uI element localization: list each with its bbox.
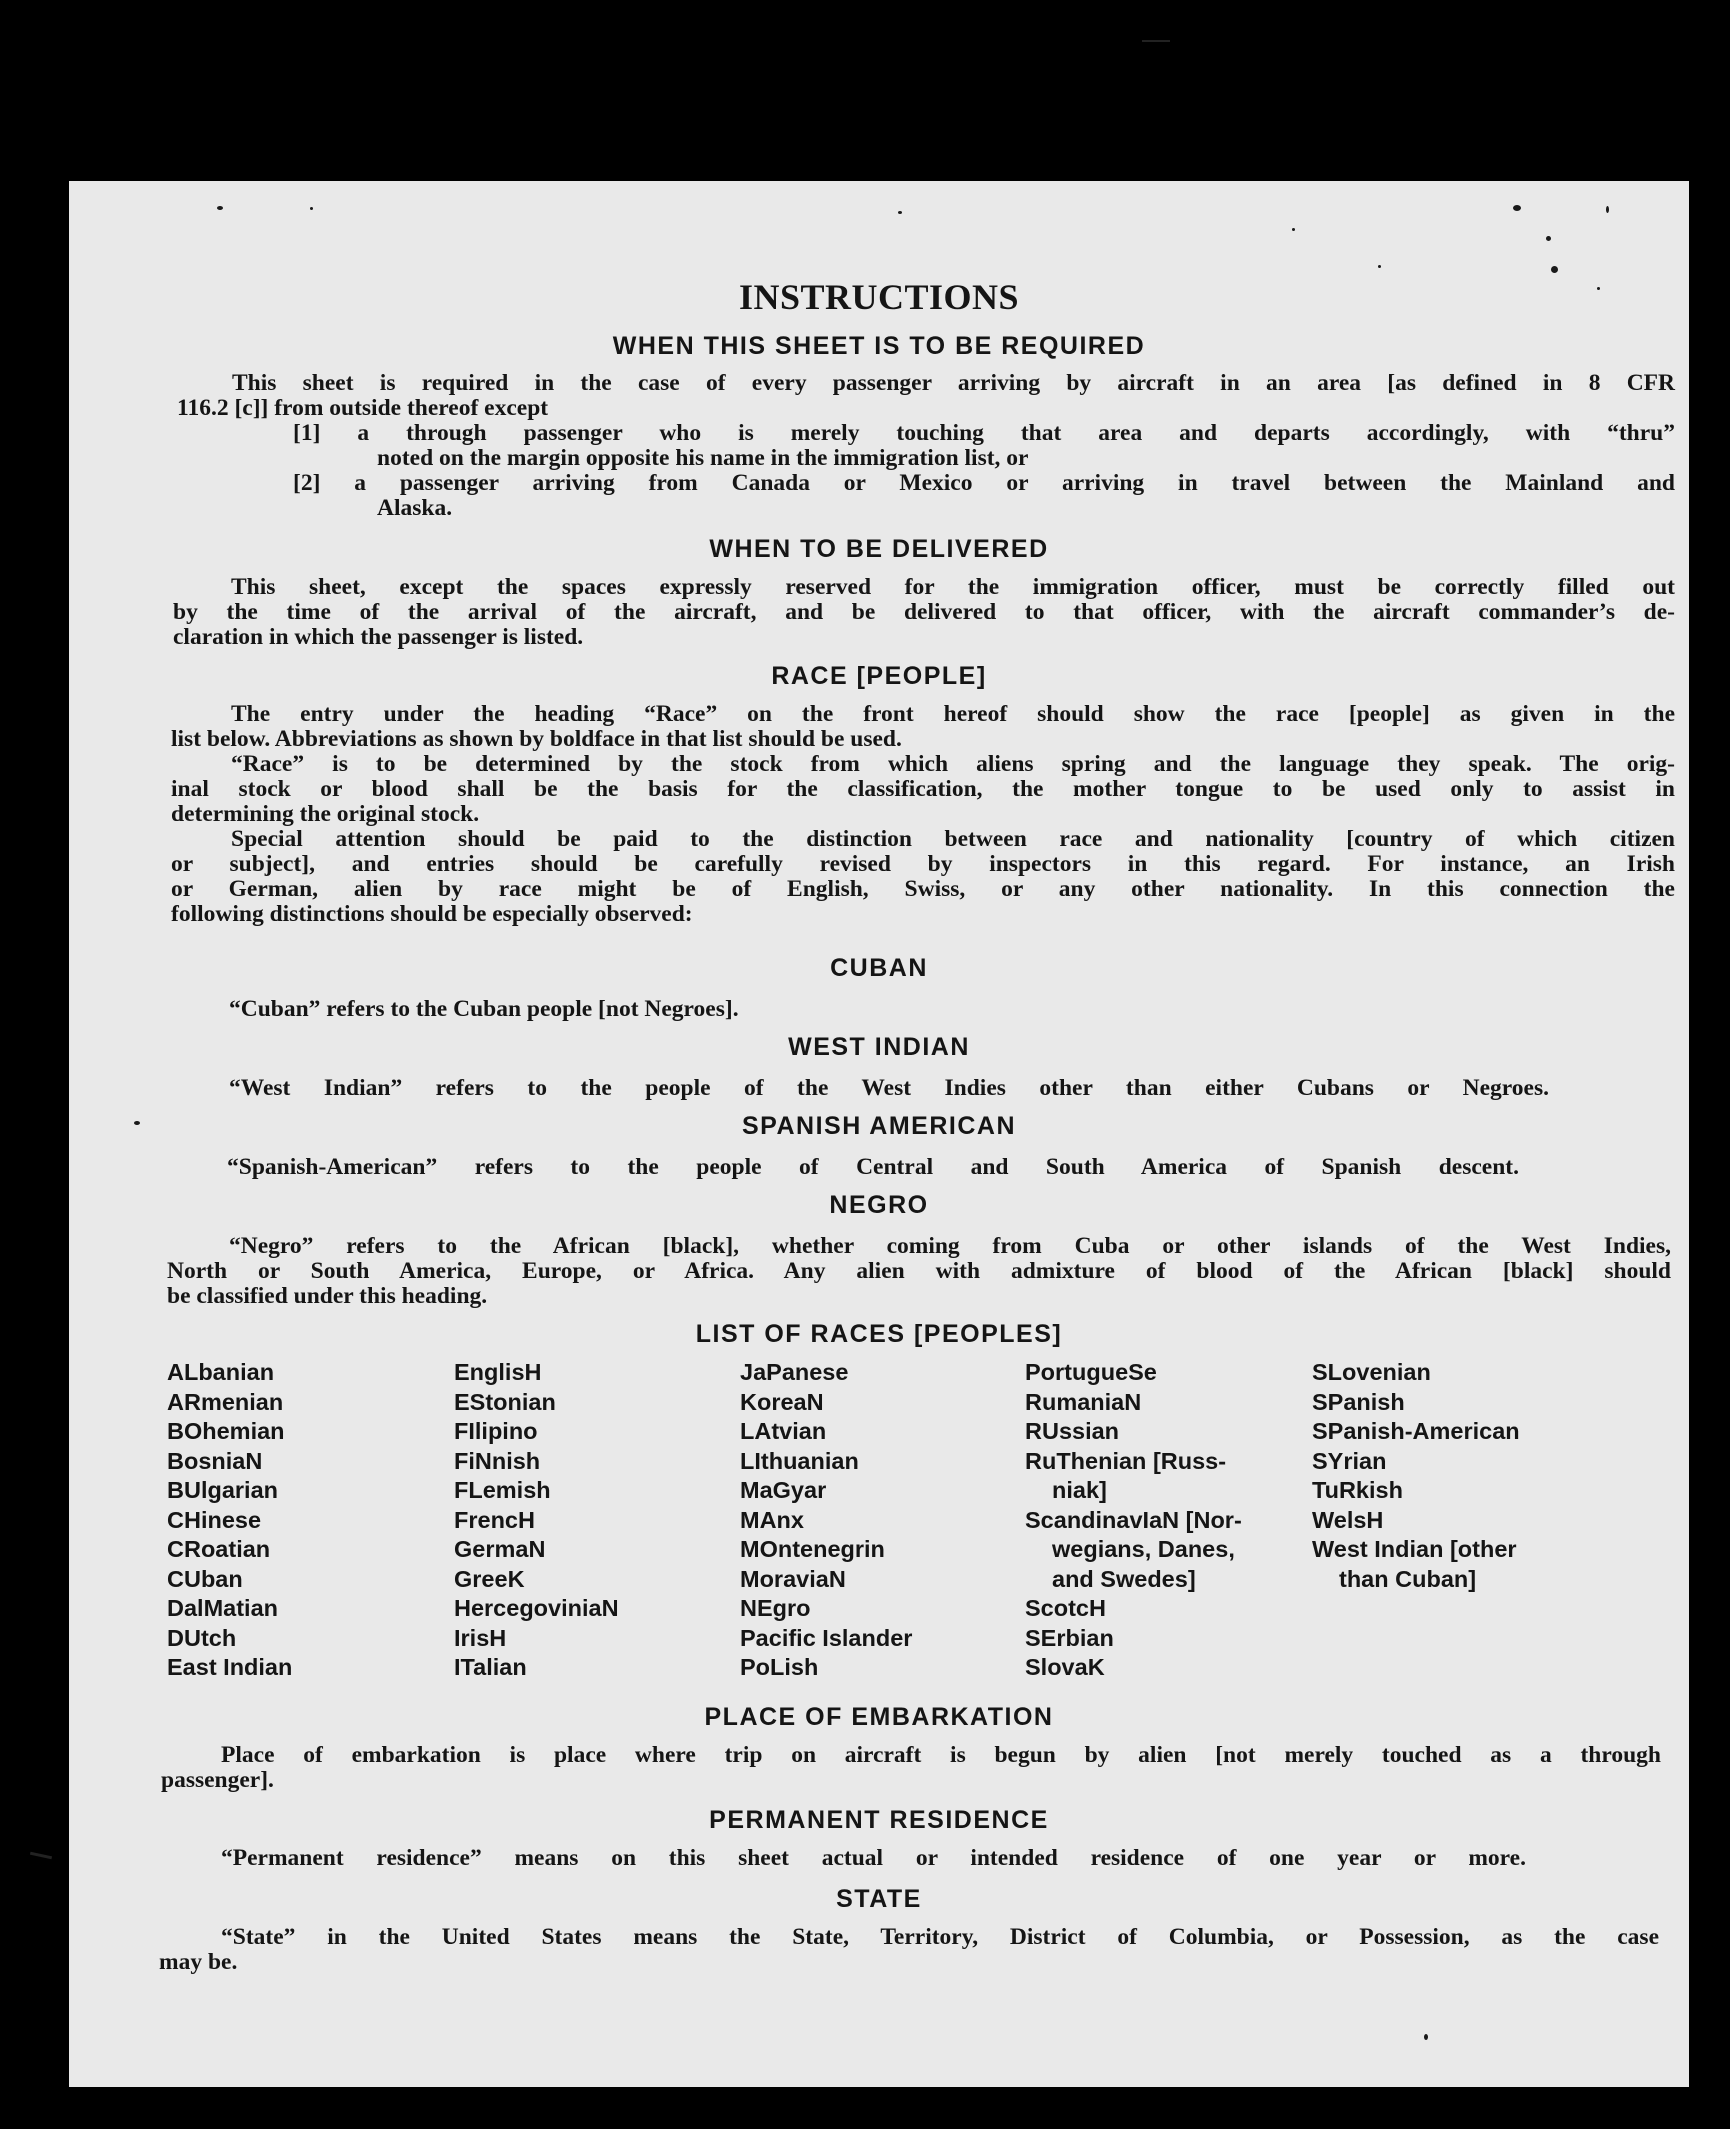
race-entry: ITalian	[454, 1654, 527, 1680]
heading-race: RACE [PEOPLE]	[771, 662, 987, 690]
west-indian-text	[229, 1076, 1549, 1101]
scan-speck	[1292, 228, 1295, 231]
text-line: “State” in the United States means the State, Territory, District of Columbia, or Possession, as the case	[221, 1924, 1659, 1950]
race-entry: KoreaN	[740, 1388, 824, 1415]
text-line: This sheet is required in the case of every passenger arriving by aircraft in an area [as defined in 8 CFR	[232, 370, 1675, 396]
text-line: be classified under this heading.	[167, 1283, 488, 1309]
when-required-paragraph	[177, 371, 1675, 421]
text-line: following distinctions should be especially observed:	[171, 901, 693, 927]
race-entry: MAnx	[740, 1506, 804, 1533]
text-line: or German, alien by race might be of English, Swiss, or any other nationality. In this connection the	[171, 876, 1675, 902]
text-line: determining the original stock.	[171, 801, 480, 827]
scan-speck	[1546, 236, 1551, 241]
race-entry: BosniaN	[167, 1447, 263, 1474]
race-entry: BOhemian	[167, 1418, 285, 1444]
race-entry: HercegoviniaN	[454, 1595, 619, 1621]
text-line: Alaska.	[377, 495, 453, 521]
text-line: list below. Abbreviations as shown by boldface in that list should be used.	[171, 726, 902, 752]
heading-when-required: WHEN THIS SHEET IS TO BE REQUIRED	[612, 332, 1146, 360]
scan-mark	[30, 1852, 52, 1860]
race-entry: SYrian	[1312, 1447, 1387, 1474]
race-entry: CUban	[167, 1565, 243, 1592]
state-paragraph	[159, 1925, 1659, 1975]
race-entry: ALbanian	[167, 1359, 275, 1385]
race-entry: MoraviaN	[740, 1565, 846, 1592]
text-line: “Race” is to be determined by the stock from which aliens spring and the language they speak. The orig-	[231, 751, 1675, 777]
text-line: “West Indian” refers to the people of the West Indies other than either Cubans or Negroes.	[229, 1075, 1549, 1101]
race-entry: DalMatian	[167, 1595, 278, 1621]
race-entry: SLovenian	[1312, 1359, 1431, 1385]
page-title: INSTRUCTIONS	[738, 277, 1020, 317]
race-entry: East Indian	[167, 1654, 293, 1680]
race-entry: JaPanese	[740, 1359, 849, 1385]
residence-text	[221, 1846, 1526, 1871]
scan-speck	[310, 207, 313, 210]
text-line: Place of embarkation is place where trip on aircraft is begun by alien [not merely touched as a through	[221, 1742, 1661, 1768]
race-entry: EStonian	[454, 1388, 556, 1415]
race-entry: GreeK	[454, 1565, 525, 1592]
race-entry: TuRkish	[1312, 1477, 1403, 1503]
exception-item-1	[293, 421, 1675, 471]
race-entry: LIthuanian	[740, 1447, 859, 1474]
race-entry: FiNnish	[454, 1447, 541, 1474]
race-entry-continued: than Cuban]	[1339, 1565, 1477, 1592]
races-column-5	[1312, 1358, 1520, 1594]
scan-speck	[1606, 206, 1609, 213]
race-entry: RuThenian [Russ-	[1025, 1447, 1227, 1474]
race-entry: PoLish	[740, 1654, 819, 1680]
heading-negro: NEGRO	[829, 1191, 929, 1219]
race-entry: CHinese	[167, 1506, 262, 1533]
race-entry: GermaN	[454, 1536, 546, 1562]
text-line: “Cuban” refers to the Cuban people [not Negroes].	[229, 996, 739, 1022]
race-entry: SErbian	[1025, 1624, 1114, 1651]
race-entry: DUtch	[167, 1624, 237, 1651]
text-line: inal stock or blood shall be the basis for the classification, the mother tongue to be used only to assist in	[171, 776, 1675, 802]
heading-west-indian: WEST INDIAN	[788, 1033, 970, 1061]
text-line: “Permanent residence” means on this sheet actual or intended residence of one year or more.	[221, 1845, 1526, 1871]
races-column-4	[1025, 1358, 1242, 1683]
race-entry: West Indian [other	[1312, 1536, 1517, 1562]
race-entry: WelsH	[1312, 1506, 1384, 1533]
race-entry: MaGyar	[740, 1477, 827, 1503]
race-paragraph	[171, 702, 1675, 927]
race-entry: FIlipino	[454, 1418, 538, 1444]
scan-speck	[1378, 265, 1381, 268]
scan-speck	[1551, 266, 1558, 273]
text-line: North or South America, Europe, or Africa. Any alien with admixture of blood of the African [black] should	[167, 1258, 1671, 1284]
text-line: The entry under the heading “Race” on the front hereof should show the race [people] as given in the	[231, 701, 1675, 727]
text-line: by the time of the arrival of the aircraft, and be delivered to that officer, with the aircraft commander’s de-	[173, 599, 1675, 625]
race-entry: SPanish-American	[1312, 1418, 1520, 1444]
race-entry: Pacific Islander	[740, 1624, 913, 1651]
embarkation-paragraph	[161, 1743, 1661, 1793]
scan-speck	[217, 206, 223, 210]
race-entry: LAtvian	[740, 1418, 827, 1444]
instruction-sheet	[69, 181, 1689, 2087]
race-entry: MOntenegrin	[740, 1536, 885, 1562]
text-line: [1] a through passenger who is merely touching that area and departs accordingly, with “thru”	[293, 420, 1675, 446]
heading-list-of-races: LIST OF RACES [PEOPLES]	[695, 1320, 1063, 1348]
text-line: “Negro” refers to the African [black], whether coming from Cuba or other islands of the West Indies,	[229, 1233, 1671, 1259]
scan-mark	[1142, 40, 1170, 42]
race-entry: SlovaK	[1025, 1654, 1105, 1680]
race-entry: FrencH	[454, 1506, 535, 1533]
text-line: passenger].	[161, 1767, 274, 1793]
race-entry: FLemish	[454, 1477, 551, 1503]
text-line: or subject], and entries should be carefully revised by inspectors in this regard. For instance, an Irish	[171, 851, 1675, 877]
race-entry: SPanish	[1312, 1388, 1405, 1415]
scan-speck	[898, 211, 902, 214]
text-line: Special attention should be paid to the distinction between race and nationality [country of which citizen	[231, 826, 1675, 852]
race-entry: IrisH	[454, 1624, 507, 1651]
when-delivered-paragraph	[173, 575, 1675, 650]
race-entry: ARmenian	[167, 1388, 284, 1415]
text-line: “Spanish-American” refers to the people of Central and South America of Spanish descent.	[227, 1154, 1519, 1180]
race-entry: ScotcH	[1025, 1595, 1106, 1621]
race-entry: ScandinavIaN [Nor-	[1025, 1506, 1242, 1533]
race-entry-continued: wegians, Danes,	[1052, 1536, 1235, 1562]
race-entry-continued: and Swedes]	[1052, 1565, 1196, 1592]
race-entry: RumaniaN	[1025, 1388, 1142, 1415]
text-line: This sheet, except the spaces expressly reserved for the immigration officer, must be correctly filled out	[231, 574, 1675, 600]
race-entry: RUssian	[1025, 1418, 1120, 1444]
scan-speck	[1513, 205, 1521, 211]
races-column-1	[167, 1358, 292, 1683]
spanish-american-text	[227, 1155, 1519, 1180]
race-entry: BUlgarian	[167, 1477, 278, 1503]
scan-speck	[1424, 2034, 1428, 2040]
heading-embarkation: PLACE OF EMBARKATION	[704, 1703, 1054, 1731]
race-entry: NEgro	[740, 1595, 811, 1621]
text-line: noted on the margin opposite his name in the immigration list, or	[377, 445, 1029, 471]
text-line: may be.	[159, 1949, 238, 1975]
races-column-3	[740, 1358, 912, 1683]
heading-when-delivered: WHEN TO BE DELIVERED	[709, 535, 1049, 563]
heading-state: STATE	[836, 1885, 922, 1913]
text-line: [2] a passenger arriving from Canada or Mexico or arriving in travel between the Mainland and	[293, 470, 1675, 496]
heading-spanish-american: SPANISH AMERICAN	[741, 1112, 1016, 1140]
race-entry-continued: niak]	[1052, 1477, 1107, 1503]
race-entry: EnglisH	[454, 1359, 542, 1385]
exception-item-2	[293, 471, 1675, 521]
negro-paragraph	[167, 1234, 1671, 1309]
heading-permanent-residence: PERMANENT RESIDENCE	[709, 1806, 1049, 1834]
text-line: 116.2 [c]] from outside thereof except	[177, 395, 549, 421]
race-entry: CRoatian	[167, 1536, 271, 1562]
cuban-text	[229, 997, 1529, 1022]
race-entry: PortugueSe	[1025, 1359, 1157, 1385]
text-line: claration in which the passenger is listed.	[173, 624, 584, 650]
races-column-2	[454, 1358, 619, 1683]
heading-cuban: CUBAN	[830, 954, 928, 982]
